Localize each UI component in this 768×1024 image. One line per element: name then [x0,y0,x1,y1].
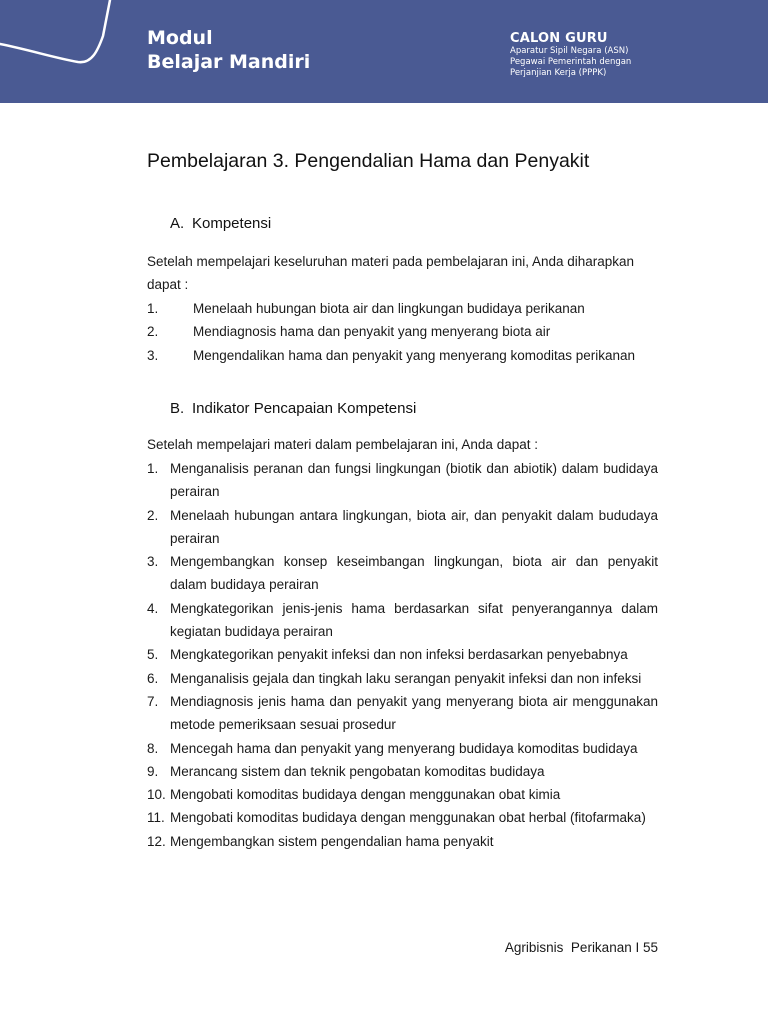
section-b-title: Indikator Pencapaian Kompetensi [192,400,417,417]
list-item [147,783,658,806]
list-item-number: 12. [147,833,166,849]
list-item-text: Merancang sistem dan teknik pengobatan komoditas budidaya [170,763,545,779]
list-item-number: 1. [147,461,159,476]
list-item-text: Mendiagnosis hama dan penyakit yang menyerang biota air [193,324,551,340]
list-item-text: Mengkategorikan penyakit infeksi dan non infeksi berdasarkan penyebabnya [170,647,628,663]
calon-guru-badge [510,31,631,79]
list-item [147,457,658,504]
list-item-text: Mengembangkan sistem pengendalian hama penyakit [170,833,494,849]
module-title-line1: Modul [147,27,213,49]
list-item-number: 3. [147,554,159,570]
module-title-line2: Belajar Mandiri [147,51,311,73]
list-item-text: Mendiagnosis jenis hama dan penyakit yang menyerang biota air menggunakan metode pemeriksaan sesuai prosedur [170,693,658,733]
list-item-number: 2. [147,507,159,523]
list-item-number: 8. [147,740,159,756]
list-item [147,760,658,783]
list-item [147,690,658,737]
section-b-heading [170,400,416,417]
list-item [147,344,658,367]
section-a-letter: A. [170,215,185,232]
section-a-title: Kompetensi [192,215,272,232]
list-item-text: Mengkategorikan jenis-jenis hama berdasarkan sifat penyerangannya dalam kegiatan budidaya perairan [170,600,658,640]
badge-line2: Pegawai Pemerintah dengan [510,57,632,67]
section-b-letter: B. [170,400,185,417]
indicator-list [147,457,658,853]
list-item-number: 6. [147,670,159,686]
list-item-text: Mengobati komoditas budidaya dengan menggunakan obat kimia [170,787,561,803]
module-title [147,26,310,74]
list-item [147,297,658,320]
competency-list [147,297,658,367]
list-item-text: Mencegah hama dan penyakit yang menyerang budidaya komoditas budidaya [170,740,638,756]
list-item-number: 3. [147,347,159,363]
list-item-text: Menganalisis peranan dan fungsi lingkungan (biotik dan abiotik) dalam budidaya perairan [170,461,658,500]
list-item-text: Mengendalikan hama dan penyakit yang menyerang komoditas perikanan [193,347,636,363]
list-item-number: 2. [147,324,159,340]
list-item [147,550,658,597]
list-item [147,830,658,853]
badge-line3: Perjanjian Kerja (PPPK) [510,68,607,78]
list-item-text: Menelaah hubungan antara lingkungan, biota air, dan penyakit dalam bududaya perairan [170,507,658,546]
section-b-intro: Setelah mempelajari materi dalam pembelajaran ini, Anda dapat : [147,437,538,452]
list-item [147,597,658,644]
list-item [147,643,658,666]
list-item-text: Menganalisis gejala dan tingkah laku serangan penyakit infeksi dan non infeksi [170,670,642,686]
list-item-number: 11. [147,810,165,826]
list-item-text: Mengembangkan konsep keseimbangan lingkungan, biota air dan penyakit dalam budidaya perairan [170,554,658,593]
list-item-text: Mengobati komoditas budidaya dengan menggunakan obat herbal (fitofarmaka) [170,810,646,826]
page-header [0,0,768,103]
badge-title: CALON GURU [510,31,608,46]
page-footer: Agribisnis Perikanan I 55 [504,940,658,955]
list-item-number: 10. [147,787,166,803]
page-title: Pembelajaran 3. Pengendalian Hama dan Penyakit [147,150,590,172]
section-a-intro: Setelah mempelajari keseluruhan materi pada pembelajaran ini, Anda diharapkan dapat : [147,254,635,293]
decorative-curve [0,0,768,103]
list-item [147,504,658,551]
list-item-number: 5. [147,647,159,663]
list-item-number: 1. [147,301,159,316]
list-item [147,806,658,829]
list-item [147,320,658,343]
list-item [147,737,658,760]
list-item-number: 4. [147,600,159,616]
list-item-text: Menelaah hubungan biota air dan lingkungan budidaya perikanan [193,301,585,316]
list-item-number: 7. [147,693,159,709]
list-item [147,667,658,690]
badge-line1: Aparatur Sipil Negara (ASN) [510,46,629,56]
list-item-number: 9. [147,763,159,779]
section-a-heading [170,215,271,232]
